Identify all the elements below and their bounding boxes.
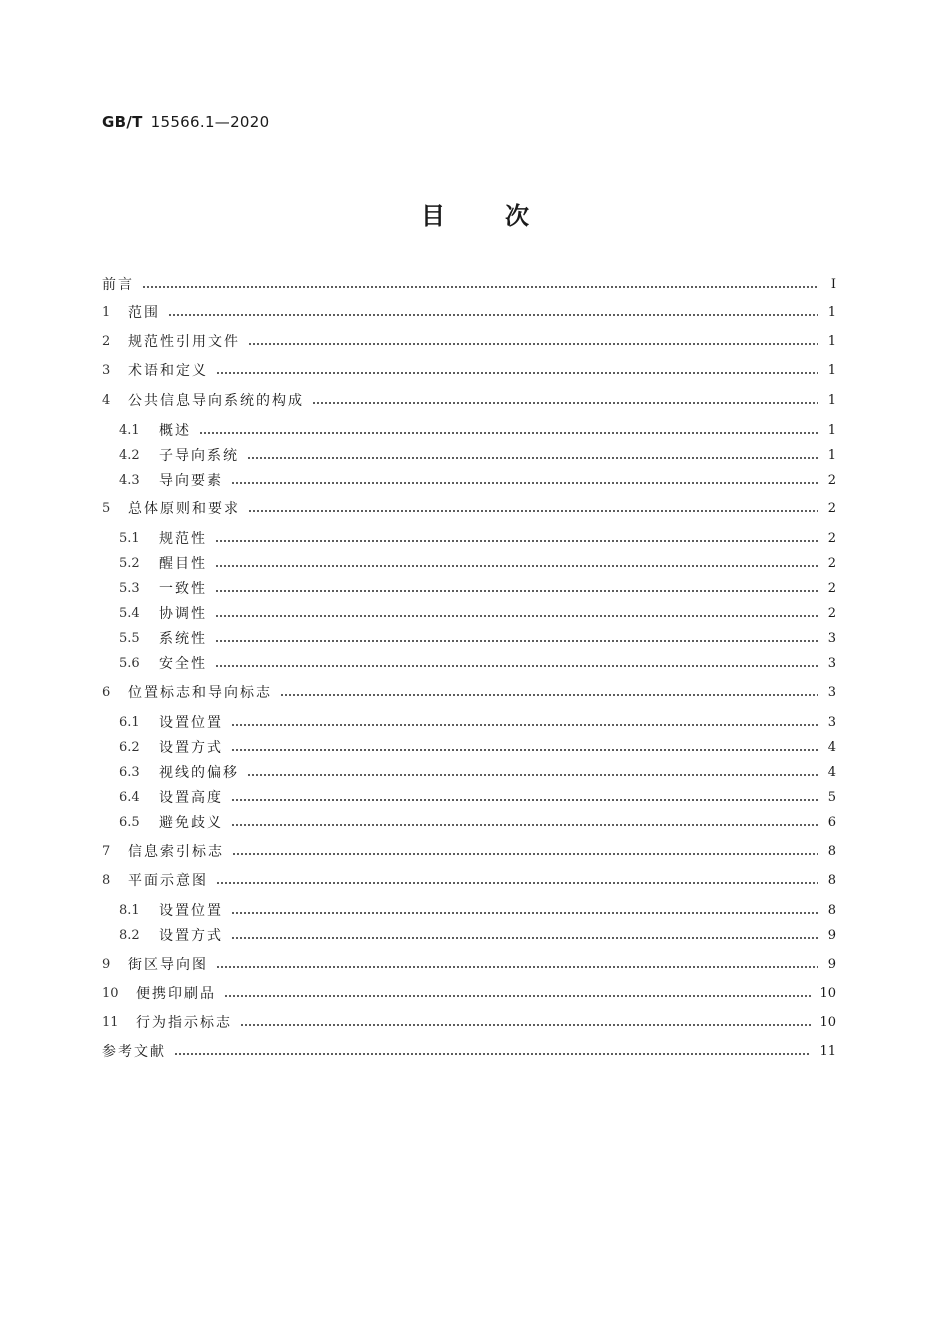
toc-entry[interactable] [119,529,836,549]
toc-entry-title: 总体原则和要求 [128,501,240,517]
dot-leader [231,749,818,751]
toc-entry[interactable] [119,713,836,733]
toc-entry[interactable] [102,303,836,323]
standard-prefix: GB/T [102,113,143,131]
toc-entry[interactable] [102,361,836,381]
toc-entry-page: 11 [819,1044,836,1059]
toc-entry[interactable] [102,984,836,1004]
toc-entry[interactable] [102,499,836,519]
toc-entry-number: 11 [102,1015,119,1030]
toc-entry-title: 规范性 [159,531,207,547]
toc-entry[interactable] [102,1013,836,1033]
dot-leader [240,1024,811,1026]
toc-entry-title: 概述 [159,423,191,439]
toc-entry-title: 设置方式 [159,928,223,944]
dot-leader [174,1053,811,1055]
toc-entry-number: 8.1 [119,903,140,918]
toc-entry-title: 位置标志和导向标志 [128,685,272,701]
toc-entry-number: 5.3 [119,581,140,596]
toc-entry-page: 1 [827,448,836,463]
toc-entry-title: 子导向系统 [159,448,239,464]
toc-entry-title: 街区导向图 [128,957,208,973]
toc-entry-title: 行为指示标志 [136,1015,232,1031]
toc-entry-number: 6.3 [119,765,140,780]
dot-leader [215,540,818,542]
toc-entry-number: 5.4 [119,606,140,621]
toc-entry-number: 5.6 [119,656,140,671]
toc-entry[interactable] [119,738,836,758]
toc-entry-number: 4 [102,393,111,408]
toc-entry-title: 前言 [102,277,134,293]
dot-leader [224,995,811,997]
dot-leader [248,510,818,512]
toc-entry[interactable] [119,471,836,491]
toc-entry-page: 2 [827,581,836,596]
toc-entry-page: 3 [827,631,836,646]
dot-leader [231,724,818,726]
toc-entry-page: 2 [827,473,836,488]
toc-entry-title: 公共信息导向系统的构成 [128,393,304,409]
toc-entry-page: 3 [827,656,836,671]
toc-entry-title: 系统性 [159,631,207,647]
toc-entry-title: 规范性引用文件 [128,334,240,350]
toc-entry-page: 9 [827,957,836,972]
standard-number: 15566.1—2020 [150,113,270,131]
toc-entry-number: 5 [102,501,111,516]
dot-leader [231,799,818,801]
toc-entry[interactable] [102,842,836,862]
dot-leader [215,665,818,667]
dot-leader [216,966,818,968]
toc-entry-number: 4.3 [119,473,140,488]
toc-entry-page: 4 [827,765,836,780]
toc-entry-number: 5.5 [119,631,140,646]
dot-leader [231,482,818,484]
toc-entry-page: 9 [827,928,836,943]
toc-entry-page: 8 [827,873,836,888]
dot-leader [216,882,818,884]
toc-entry-title: 导向要素 [159,473,223,489]
toc-entry-page: 3 [827,715,836,730]
toc-entry-title: 平面示意图 [128,873,208,889]
dot-leader [215,590,818,592]
toc-entry-title: 设置高度 [159,790,223,806]
toc-entry-number: 8.2 [119,928,140,943]
toc-entry-page: 1 [827,363,836,378]
dot-leader [215,615,818,617]
toc-entry-page: 1 [827,334,836,349]
toc-entry-page: 10 [819,1015,836,1030]
toc-entry-title: 视线的偏移 [159,765,239,781]
dot-leader [168,314,818,316]
toc-entry-title: 范围 [128,305,160,321]
toc-entry[interactable] [119,926,836,946]
dot-leader [247,774,818,776]
toc-entry-title: 一致性 [159,581,207,597]
toc-entry-title: 协调性 [159,606,207,622]
toc-heading-char-2: 次 [505,202,529,230]
toc-entry-title: 设置方式 [159,740,223,756]
toc-entry-page: 2 [827,501,836,516]
toc-entry-page: 2 [827,606,836,621]
toc-entry-number: 6.1 [119,715,140,730]
toc-entry-title: 便携印刷品 [136,986,216,1002]
toc-entry[interactable] [102,391,836,411]
toc-entry-title: 安全性 [159,656,207,672]
toc-entry-title: 设置位置 [159,903,223,919]
toc-entry-title: 信息索引标志 [128,844,224,860]
toc-entry[interactable] [119,446,836,466]
toc-entry-number: 6 [102,685,111,700]
toc-entry-number: 9 [102,957,111,972]
table-of-contents [102,0,836,1344]
dot-leader [142,286,818,288]
toc-entry[interactable] [102,275,836,295]
toc-entry-number: 5.2 [119,556,140,571]
toc-entry[interactable] [102,1042,836,1062]
toc-entry-number: 6.4 [119,790,140,805]
dot-leader [215,565,818,567]
toc-entry[interactable] [102,871,836,891]
toc-entry-page: 1 [827,393,836,408]
toc-entry-number: 7 [102,844,111,859]
toc-entry-title: 避免歧义 [159,815,223,831]
toc-entry[interactable] [119,579,836,599]
toc-entry-title: 醒目性 [159,556,207,572]
toc-entry-page: 8 [827,844,836,859]
toc-entry-page: 4 [827,740,836,755]
toc-entry[interactable] [119,654,836,674]
dot-leader [231,937,818,939]
toc-entry-page: Ⅰ [830,277,836,292]
toc-entry[interactable] [119,813,836,833]
toc-entry[interactable] [119,901,836,921]
toc-entry-number: 10 [102,986,119,1001]
toc-entry-number: 2 [102,334,111,349]
toc-entry[interactable] [119,788,836,808]
toc-entry-number: 5.1 [119,531,140,546]
toc-entry[interactable] [119,554,836,574]
toc-entry-page: 6 [827,815,836,830]
toc-entry[interactable] [102,955,836,975]
toc-entry-number: 8 [102,873,111,888]
toc-entry-number: 6.5 [119,815,140,830]
dot-leader [312,402,818,404]
toc-entry-number: 4.1 [119,423,140,438]
dot-leader [280,694,818,696]
toc-entry[interactable] [119,421,836,441]
dot-leader [199,432,818,434]
dot-leader [231,912,818,914]
toc-heading-char-1: 目 [421,202,445,230]
toc-entry-title: 设置位置 [159,715,223,731]
toc-entry[interactable] [119,763,836,783]
toc-entry-title: 参考文献 [102,1044,166,1060]
toc-entry[interactable] [102,683,836,703]
toc-entry-title: 术语和定义 [128,363,208,379]
dot-leader [232,853,818,855]
toc-entry-number: 3 [102,363,111,378]
dot-leader [216,372,818,374]
toc-entry-page: 1 [827,305,836,320]
toc-entry-number: 1 [102,305,111,320]
toc-entry-page: 2 [827,556,836,571]
toc-entry-number: 6.2 [119,740,140,755]
toc-entry-page: 3 [827,685,836,700]
toc-entry-page: 8 [827,903,836,918]
toc-entry-page: 2 [827,531,836,546]
dot-leader [215,640,818,642]
toc-entry-page: 10 [819,986,836,1001]
dot-leader [248,343,818,345]
dot-leader [231,824,818,826]
toc-entry[interactable] [119,604,836,624]
toc-entry-page: 1 [827,423,836,438]
toc-entry[interactable] [119,629,836,649]
dot-leader [247,457,818,459]
toc-entry-page: 5 [827,790,836,805]
toc-entry-number: 4.2 [119,448,140,463]
toc-entry[interactable] [102,332,836,352]
